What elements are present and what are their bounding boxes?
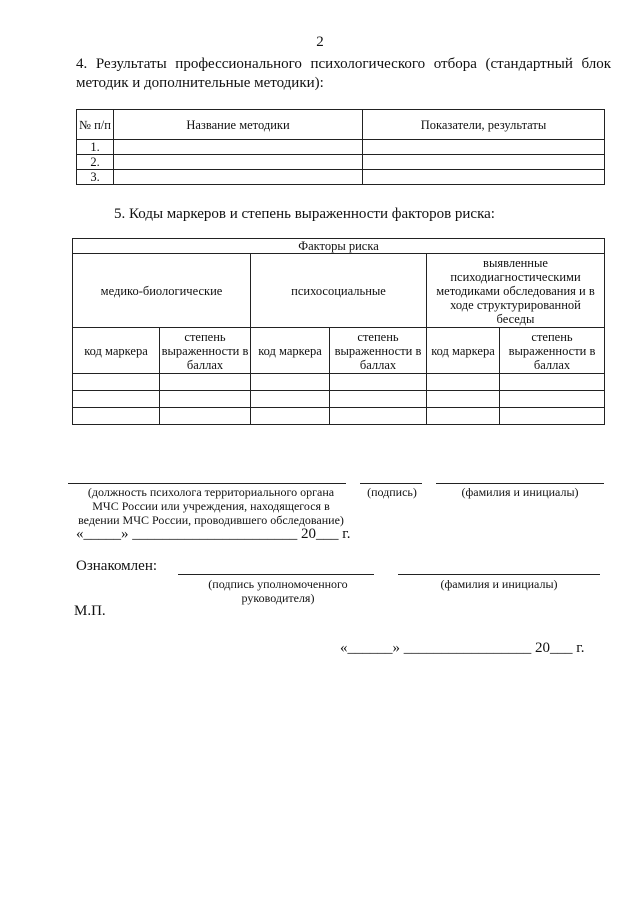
- subheader-marker-code: код маркера: [251, 328, 330, 374]
- row-number: 3.: [77, 170, 114, 185]
- methods-table: [76, 109, 605, 185]
- result-cell: [363, 140, 605, 155]
- result-cell: [363, 170, 605, 185]
- acknowledged-label: Ознакомлен:: [76, 558, 158, 574]
- section-5-heading: 5. Коды маркеров и степень выраженности факторов риска:: [114, 206, 495, 222]
- name-line: [436, 483, 604, 484]
- signature-line: [360, 483, 422, 484]
- subheader-severity: степень выраженности в баллах: [330, 328, 427, 374]
- row-number: 1.: [77, 140, 114, 155]
- ack-name-line: [398, 574, 600, 575]
- group-psychosocial: психосоциальные: [251, 254, 427, 328]
- table-row: [77, 140, 605, 155]
- stamp-placeholder: М.П.: [74, 603, 106, 619]
- ack-signature-caption: (подпись уполномоченного руководителя): [208, 577, 348, 605]
- ack-name-caption: (фамилия и инициалы): [440, 577, 558, 591]
- col-header-number: № п/п: [77, 110, 114, 140]
- result-cell: [363, 155, 605, 170]
- method-cell: [114, 140, 363, 155]
- table-row: [73, 374, 605, 391]
- group-psychodiagnostic: выявленные психодиагностическими методиками обследования и в ходе структурированной беседы: [427, 254, 605, 328]
- section-4-heading: 4. Результаты профессионального психологического отбора (стандартный блок методик и дополнительные методики):: [76, 56, 611, 91]
- position-caption: (должность психолога территориального органа МЧС России или учреждения, находящегося в ведении МЧС России, проводившего обследование): [78, 485, 344, 527]
- col-header-method: Название методики: [114, 110, 363, 140]
- table-row: [77, 155, 605, 170]
- col-header-results: Показатели, результаты: [363, 110, 605, 140]
- name-caption: (фамилия и инициалы): [461, 485, 579, 499]
- risk-factors-table: [72, 238, 605, 425]
- subheader-severity: степень выраженности в баллах: [500, 328, 605, 374]
- subheader-marker-code: код маркера: [427, 328, 500, 374]
- signature-caption: (подпись): [367, 485, 417, 499]
- ack-date: «______» _________________ 20___ г.: [340, 640, 585, 656]
- ack-signature-line: [178, 574, 374, 575]
- position-line: [68, 483, 346, 484]
- subheader-severity: степень выраженности в баллах: [160, 328, 251, 374]
- group-medical: медико-биологические: [73, 254, 251, 328]
- method-cell: [114, 170, 363, 185]
- subheader-marker-code: код маркера: [73, 328, 160, 374]
- signature-date: «_____» ______________________ 20___ г.: [76, 526, 351, 542]
- table-title: Факторы риска: [73, 239, 605, 254]
- method-cell: [114, 155, 363, 170]
- table-row: [73, 391, 605, 408]
- table-row: [73, 408, 605, 425]
- page-number: 2: [316, 34, 324, 50]
- table-row: [77, 170, 605, 185]
- row-number: 2.: [77, 155, 114, 170]
